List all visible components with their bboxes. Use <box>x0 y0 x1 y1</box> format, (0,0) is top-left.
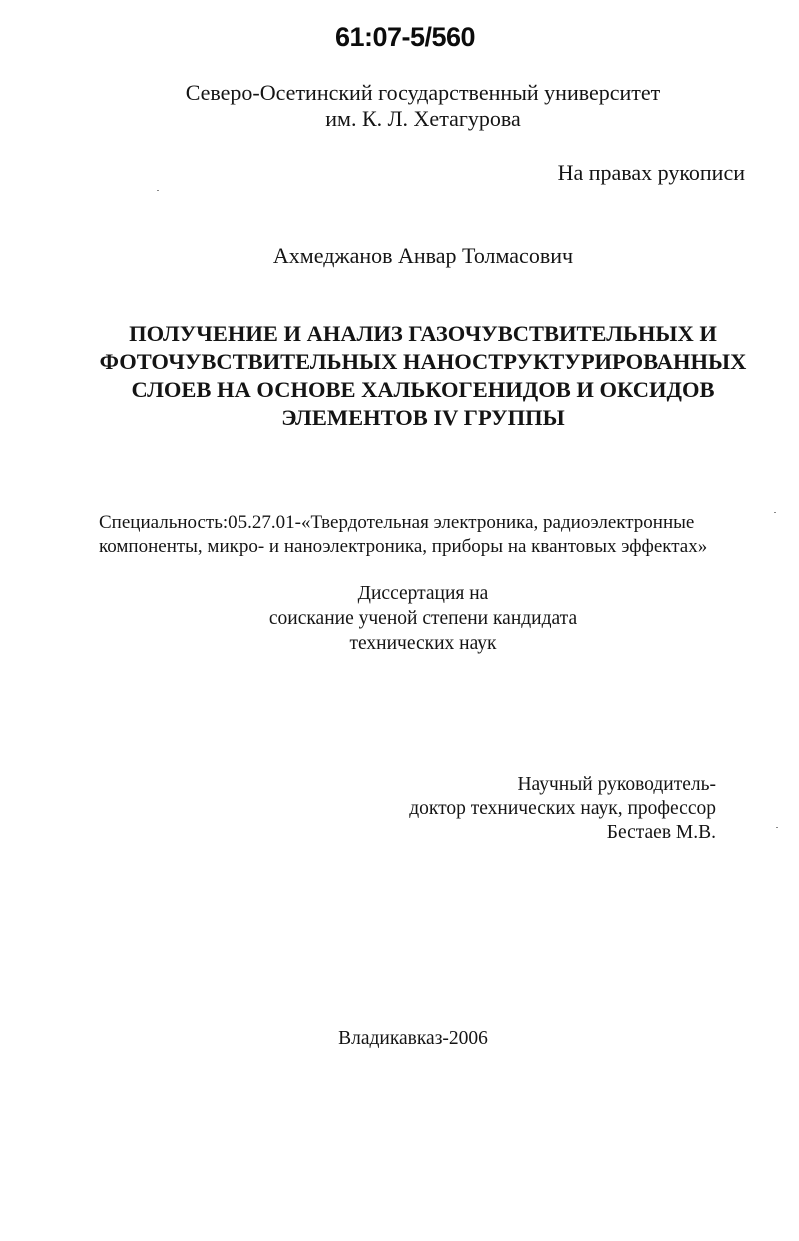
title-line: ЭЛЕМЕНТОВ IV ГРУППЫ <box>281 405 565 430</box>
specialty-line: компоненты, микро- и наноэлектроника, приборы на квантовых эффектах» <box>99 536 708 557</box>
title-line: ФОТОЧУВСТВИТЕЛЬНЫХ НАНОСТРУКТУРИРОВАННЫХ <box>99 349 747 374</box>
advisor-role: Научный руководитель- <box>517 774 716 795</box>
title-line: ПОЛУЧЕНИЕ И АНАЛИЗ ГАЗОЧУВСТВИТЕЛЬНЫХ И <box>129 321 717 346</box>
university-namesake: им. К. Л. Хетагурова <box>325 106 521 131</box>
dissertation-title <box>0 320 799 432</box>
city-year: Владикавказ-2006 <box>338 1028 488 1049</box>
university-block <box>0 80 799 132</box>
scan-speck <box>774 512 776 513</box>
advisor-name: Бестаев М.В. <box>606 822 716 843</box>
catalog-stamp: 61:07-5/560 <box>334 22 476 52</box>
advisor-degree: доктор технических наук, профессор <box>409 798 716 819</box>
title-line: СЛОЕВ НА ОСНОВЕ ХАЛЬКОГЕНИДОВ И ОКСИДОВ <box>131 377 715 402</box>
university-name: Северо-Осетинский государственный университет <box>185 80 661 105</box>
scan-speck <box>776 827 778 828</box>
degree-line: Диссертация на <box>357 583 489 604</box>
manuscript-note: На правах рукописи <box>557 160 745 185</box>
advisor-block <box>300 773 716 845</box>
degree-line: технических наук <box>349 633 497 654</box>
degree-line: соискание ученой степени кандидата <box>268 608 578 629</box>
author-name: Ахмеджанов Анвар Толмасович <box>272 243 574 268</box>
specialty-block <box>99 511 707 559</box>
degree-block <box>0 581 799 656</box>
scan-speck <box>157 190 159 191</box>
specialty-line: Специальность:05.27.01-«Твердотельная электроника, радиоэлектронные <box>99 512 695 533</box>
